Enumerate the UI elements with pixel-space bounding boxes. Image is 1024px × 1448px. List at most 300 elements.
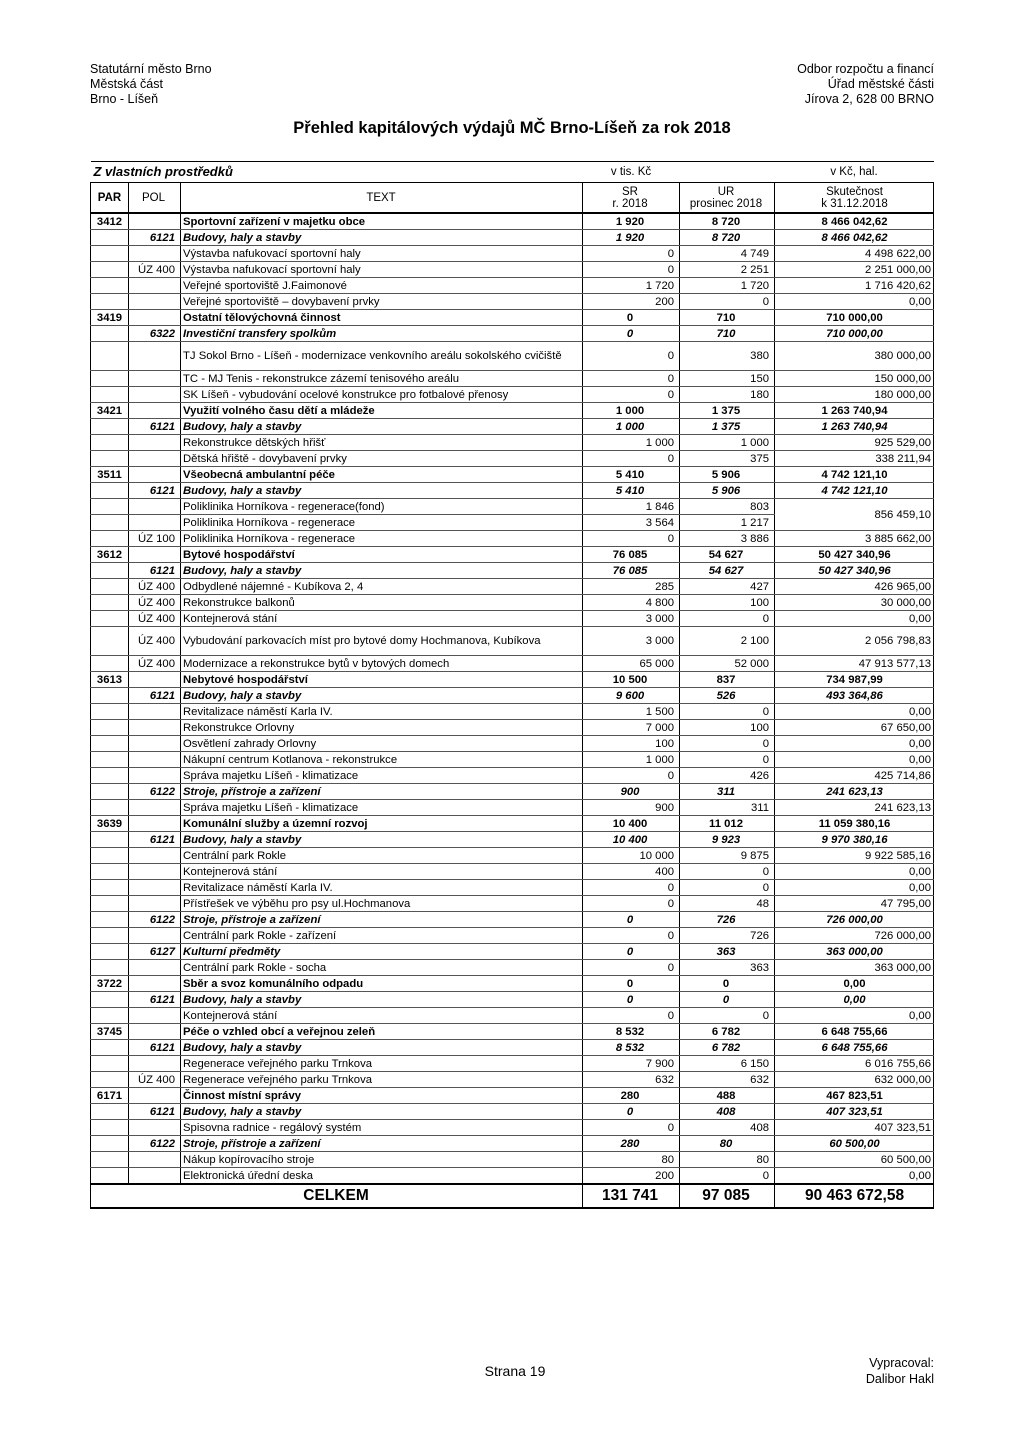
- row-pol: [129, 816, 181, 832]
- row-par: [91, 1008, 129, 1024]
- row-par: [91, 326, 129, 342]
- row-actual: 180 000,00: [775, 387, 934, 403]
- table-row: [91, 768, 934, 784]
- table-row: [91, 848, 934, 864]
- row-text: Všeobecná ambulantní péče: [181, 467, 583, 483]
- row-sr: 280: [583, 1088, 680, 1104]
- row-ur: 8 720: [680, 230, 775, 246]
- row-sr: 3 000: [583, 627, 680, 656]
- row-pol: 6127: [129, 944, 181, 960]
- table-row-paragraph: [91, 213, 934, 230]
- row-actual: 8 466 042,62: [775, 230, 934, 246]
- row-ur: 0: [680, 864, 775, 880]
- row-actual: 4 498 622,00: [775, 246, 934, 262]
- table-row: [91, 435, 934, 451]
- row-actual: 426 965,00: [775, 579, 934, 595]
- row-ur: 54 627: [680, 563, 775, 579]
- table-row: [91, 611, 934, 627]
- row-pol: 6322: [129, 326, 181, 342]
- row-text: Správa majetku Líšeň - klimatizace: [181, 768, 583, 784]
- row-text: SK Líšeň - vybudování ocelové konstrukce pro fotbalové přenosy: [181, 387, 583, 403]
- row-par: [91, 371, 129, 387]
- row-ur: 803: [680, 499, 775, 515]
- header-right: [734, 62, 934, 107]
- table-row: [91, 960, 934, 976]
- table-row: [91, 499, 934, 515]
- table-row: [91, 371, 934, 387]
- row-sr: 3 000: [583, 611, 680, 627]
- row-actual: 380 000,00: [775, 342, 934, 371]
- row-par: 3613: [91, 672, 129, 688]
- row-ur: 408: [680, 1104, 775, 1120]
- row-text: Veřejné sportoviště J.Faimonové: [181, 278, 583, 294]
- table-row-item: [91, 1040, 934, 1056]
- row-pol: [129, 1120, 181, 1136]
- row-actual: 50 427 340,96: [775, 563, 934, 579]
- row-ur: 710: [680, 310, 775, 326]
- col-par: PAR: [91, 183, 129, 214]
- row-ur: 837: [680, 672, 775, 688]
- row-ur: 6 150: [680, 1056, 775, 1072]
- row-ur: 0: [680, 880, 775, 896]
- row-text: Budovy, haly a stavby: [181, 992, 583, 1008]
- row-pol: 6121: [129, 483, 181, 499]
- row-text: Investiční transfery spolkům: [181, 326, 583, 342]
- row-text: Revitalizace náměstí Karla IV.: [181, 704, 583, 720]
- table-row: [91, 246, 934, 262]
- row-ur: 1 375: [680, 403, 775, 419]
- row-actual: 0,00: [775, 1168, 934, 1185]
- row-sr: 1 000: [583, 752, 680, 768]
- row-ur: 100: [680, 720, 775, 736]
- table-row: [91, 928, 934, 944]
- row-pol: 6121: [129, 688, 181, 704]
- row-actual: 0,00: [775, 992, 934, 1008]
- row-text: Budovy, haly a stavby: [181, 832, 583, 848]
- row-text: Stroje, přístroje a zařízení: [181, 912, 583, 928]
- row-par: [91, 262, 129, 278]
- row-sr: 0: [583, 976, 680, 992]
- row-text: Regenerace veřejného parku Trnkova: [181, 1056, 583, 1072]
- row-ur: 80: [680, 1152, 775, 1168]
- prepared-name: Dalibor Hakl: [865, 1372, 934, 1386]
- row-text: Poliklinika Horníkova - regenerace: [181, 515, 583, 531]
- header-left: [90, 62, 212, 107]
- page-title: Přehled kapitálových výdajů MČ Brno-Líšeň za rok 2018: [293, 119, 731, 137]
- row-ur: 80: [680, 1136, 775, 1152]
- total-sr: 131 741: [583, 1184, 680, 1208]
- row-pol: [129, 547, 181, 563]
- row-sr: 0: [583, 1008, 680, 1024]
- row-actual: 150 000,00: [775, 371, 934, 387]
- row-pol: [129, 752, 181, 768]
- table-row: [91, 1120, 934, 1136]
- row-pol: [129, 278, 181, 294]
- row-text: Správa majetku Líšeň - klimatizace: [181, 800, 583, 816]
- row-text: Rekonstrukce dětských hřišť: [181, 435, 583, 451]
- row-ur: 8 720: [680, 213, 775, 230]
- row-pol: ÚZ 400: [129, 656, 181, 672]
- row-sr: 4 800: [583, 595, 680, 611]
- row-sr: 10 400: [583, 816, 680, 832]
- table-row: [91, 387, 934, 403]
- table-row-paragraph: [91, 467, 934, 483]
- row-actual: 363 000,00: [775, 944, 934, 960]
- row-sr: 80: [583, 1152, 680, 1168]
- row-ur: 2 100: [680, 627, 775, 656]
- row-par: [91, 579, 129, 595]
- section-header-row: [91, 162, 934, 183]
- col-sr-line: SR: [622, 185, 638, 198]
- row-text: Centrální park Rokle - zařízení: [181, 928, 583, 944]
- row-sr: 200: [583, 294, 680, 310]
- row-actual: 67 650,00: [775, 720, 934, 736]
- row-pol: ÚZ 100: [129, 531, 181, 547]
- row-par: 3745: [91, 1024, 129, 1040]
- row-actual: 47 795,00: [775, 896, 934, 912]
- row-sr: 0: [583, 310, 680, 326]
- row-pol: [129, 736, 181, 752]
- table-row: [91, 880, 934, 896]
- row-ur: 9 875: [680, 848, 775, 864]
- row-actual: 9 922 585,16: [775, 848, 934, 864]
- row-sr: 5 410: [583, 483, 680, 499]
- row-par: [91, 499, 129, 515]
- row-ur: 1 720: [680, 278, 775, 294]
- row-sr: 0: [583, 531, 680, 547]
- row-text: Péče o vzhled obcí a veřejnou zeleň: [181, 1024, 583, 1040]
- row-actual: 2 251 000,00: [775, 262, 934, 278]
- row-ur: 5 906: [680, 467, 775, 483]
- row-sr: 0: [583, 326, 680, 342]
- row-text: Výstavba nafukovací sportovní haly: [181, 246, 583, 262]
- row-sr: 76 085: [583, 547, 680, 563]
- row-text: Nebytové hospodářství: [181, 672, 583, 688]
- row-actual: 363 000,00: [775, 960, 934, 976]
- col-pol: POL: [129, 183, 181, 214]
- row-ur: 726: [680, 912, 775, 928]
- row-actual: 493 364,86: [775, 688, 934, 704]
- row-ur: 0: [680, 294, 775, 310]
- row-par: [91, 563, 129, 579]
- row-sr: 900: [583, 784, 680, 800]
- row-pol: [129, 310, 181, 326]
- row-sr: 200: [583, 1168, 680, 1185]
- table-row: [91, 1072, 934, 1088]
- row-pol: 6121: [129, 419, 181, 435]
- row-sr: 0: [583, 262, 680, 278]
- row-pol: [129, 294, 181, 310]
- row-par: [91, 246, 129, 262]
- row-par: [91, 294, 129, 310]
- row-par: [91, 688, 129, 704]
- row-text: Budovy, haly a stavby: [181, 1040, 583, 1056]
- row-sr: 7 000: [583, 720, 680, 736]
- row-par: 3421: [91, 403, 129, 419]
- row-text: Budovy, haly a stavby: [181, 563, 583, 579]
- table-row: [91, 342, 934, 371]
- row-text: Nákupní centrum Kotlanova - rekonstrukce: [181, 752, 583, 768]
- row-text: Elektronická úřední deska: [181, 1168, 583, 1185]
- row-text: Poliklinika Horníkova - regenerace: [181, 531, 583, 547]
- row-actual: 726 000,00: [775, 912, 934, 928]
- table-row-paragraph: [91, 310, 934, 326]
- row-pol: [129, 435, 181, 451]
- row-par: 3612: [91, 547, 129, 563]
- row-pol: [129, 880, 181, 896]
- row-par: [91, 1152, 129, 1168]
- row-text: Veřejné sportoviště – dovybavení prvky: [181, 294, 583, 310]
- row-text: Spisovna radnice - regálový systém: [181, 1120, 583, 1136]
- row-actual: 2 056 798,83: [775, 627, 934, 656]
- row-par: 3722: [91, 976, 129, 992]
- row-par: [91, 848, 129, 864]
- row-text: TC - MJ Tenis - rekonstrukce zázemí tenisového areálu: [181, 371, 583, 387]
- row-ur: 375: [680, 451, 775, 467]
- row-par: [91, 656, 129, 672]
- expenditure-table: [90, 161, 934, 1209]
- row-actual: 407 323,51: [775, 1104, 934, 1120]
- row-par: [91, 278, 129, 294]
- col-sr: [583, 183, 680, 214]
- table-row: [91, 752, 934, 768]
- table-row-paragraph: [91, 547, 934, 563]
- row-text: Budovy, haly a stavby: [181, 483, 583, 499]
- row-par: [91, 435, 129, 451]
- table-row-paragraph: [91, 672, 934, 688]
- col-actual-line: Skutečnost: [826, 185, 883, 198]
- row-text: Sportovní zařízení v majetku obce: [181, 213, 583, 230]
- col-ur-line: prosinec 2018: [689, 197, 763, 210]
- row-text: Kontejnerová stání: [181, 1008, 583, 1024]
- table-row: [91, 1152, 934, 1168]
- row-text: Kulturní předměty: [181, 944, 583, 960]
- row-sr: 0: [583, 880, 680, 896]
- row-pol: ÚZ 400: [129, 1072, 181, 1088]
- row-pol: [129, 1008, 181, 1024]
- row-ur: 526: [680, 688, 775, 704]
- row-actual: 632 000,00: [775, 1072, 934, 1088]
- row-text: Modernizace a rekonstrukce bytů v bytových domech: [181, 656, 583, 672]
- row-pol: [129, 960, 181, 976]
- row-par: [91, 611, 129, 627]
- row-text: Ostatní tělovýchovná činnost: [181, 310, 583, 326]
- row-pol: [129, 403, 181, 419]
- row-ur: 710: [680, 326, 775, 342]
- row-ur: 180: [680, 387, 775, 403]
- row-ur: 0: [680, 752, 775, 768]
- table-row-item: [91, 483, 934, 499]
- row-ur: 52 000: [680, 656, 775, 672]
- row-sr: 10 000: [583, 848, 680, 864]
- row-par: 3412: [91, 213, 129, 230]
- row-sr: 0: [583, 1120, 680, 1136]
- row-text: Přístřešek ve výběhu pro psy ul.Hochmanova: [181, 896, 583, 912]
- row-pol: 6122: [129, 1136, 181, 1152]
- row-actual: 6 648 755,66: [775, 1024, 934, 1040]
- row-actual: 30 000,00: [775, 595, 934, 611]
- row-actual: 726 000,00: [775, 928, 934, 944]
- table-row: [91, 720, 934, 736]
- row-actual: 0,00: [775, 752, 934, 768]
- row-par: [91, 342, 129, 371]
- row-pol: 6121: [129, 832, 181, 848]
- row-text: Nákup kopírovacího stroje: [181, 1152, 583, 1168]
- row-pol: ÚZ 400: [129, 579, 181, 595]
- table-row-item: [91, 230, 934, 246]
- row-ur: 408: [680, 1120, 775, 1136]
- units-exact: v Kč, hal.: [775, 162, 934, 183]
- row-sr: 0: [583, 944, 680, 960]
- row-pol: 6121: [129, 1040, 181, 1056]
- row-sr: 1 920: [583, 230, 680, 246]
- row-pol: [129, 928, 181, 944]
- row-par: [91, 387, 129, 403]
- row-pol: [129, 1024, 181, 1040]
- row-pol: [129, 672, 181, 688]
- row-ur: 48: [680, 896, 775, 912]
- row-ur: 0: [680, 736, 775, 752]
- row-sr: 65 000: [583, 656, 680, 672]
- row-par: [91, 720, 129, 736]
- table-row: [91, 864, 934, 880]
- total-ur: 97 085: [680, 1184, 775, 1208]
- header-left-line: Městská část: [90, 77, 163, 91]
- row-sr: 100: [583, 736, 680, 752]
- row-pol: [129, 246, 181, 262]
- row-ur: 0: [680, 976, 775, 992]
- col-ur-line: UR: [717, 185, 735, 198]
- row-pol: [129, 1088, 181, 1104]
- prepared-label: Vypracoval:: [869, 1356, 934, 1370]
- row-par: [91, 531, 129, 547]
- table-row: [91, 531, 934, 547]
- row-ur: 4 749: [680, 246, 775, 262]
- row-pol: [129, 467, 181, 483]
- table-row: [91, 704, 934, 720]
- row-ur: 363: [680, 960, 775, 976]
- row-actual: 241 623,13: [775, 784, 934, 800]
- row-actual: 425 714,86: [775, 768, 934, 784]
- row-actual: 9 970 380,16: [775, 832, 934, 848]
- row-sr: 1 846: [583, 499, 680, 515]
- row-ur: 726: [680, 928, 775, 944]
- row-text: Budovy, haly a stavby: [181, 230, 583, 246]
- row-actual: 407 323,51: [775, 1120, 934, 1136]
- row-actual: 1 263 740,94: [775, 403, 934, 419]
- row-par: [91, 832, 129, 848]
- row-actual: 1 716 420,62: [775, 278, 934, 294]
- row-ur: 311: [680, 800, 775, 816]
- row-ur: 311: [680, 784, 775, 800]
- row-pol: 6121: [129, 1104, 181, 1120]
- table-row-item: [91, 832, 934, 848]
- row-pol: [129, 342, 181, 371]
- row-sr: 0: [583, 768, 680, 784]
- row-sr: 1 000: [583, 403, 680, 419]
- table-row-item: [91, 992, 934, 1008]
- row-par: [91, 960, 129, 976]
- table-row: [91, 1056, 934, 1072]
- row-par: [91, 451, 129, 467]
- table-row: [91, 451, 934, 467]
- row-text: Bytové hospodářství: [181, 547, 583, 563]
- row-sr: 0: [583, 246, 680, 262]
- row-actual: 467 823,51: [775, 1088, 934, 1104]
- row-sr: 0: [583, 960, 680, 976]
- row-actual: 0,00: [775, 294, 934, 310]
- table-row: [91, 896, 934, 912]
- total-row: [91, 1184, 934, 1208]
- row-sr: 400: [583, 864, 680, 880]
- row-pol: ÚZ 400: [129, 611, 181, 627]
- row-pol: ÚZ 400: [129, 627, 181, 656]
- row-text: Komunální služby a územní rozvoj: [181, 816, 583, 832]
- row-par: [91, 483, 129, 499]
- row-sr: 0: [583, 992, 680, 1008]
- table-row-paragraph: [91, 816, 934, 832]
- row-sr: 9 600: [583, 688, 680, 704]
- row-ur: 632: [680, 1072, 775, 1088]
- row-sr: 0: [583, 371, 680, 387]
- row-actual: 710 000,00: [775, 326, 934, 342]
- row-pol: [129, 387, 181, 403]
- table-row: [91, 278, 934, 294]
- row-par: [91, 992, 129, 1008]
- row-sr: 0: [583, 1104, 680, 1120]
- row-ur: 0: [680, 992, 775, 1008]
- row-par: [91, 944, 129, 960]
- row-actual: 734 987,99: [775, 672, 934, 688]
- table-row-paragraph: [91, 1024, 934, 1040]
- table-row: [91, 736, 934, 752]
- row-actual: 0,00: [775, 611, 934, 627]
- table-row-item: [91, 784, 934, 800]
- row-pol: [129, 499, 181, 515]
- row-text: Poliklinika Horníkova - regenerace(fond): [181, 499, 583, 515]
- row-pol: 6121: [129, 230, 181, 246]
- units-spacer: [680, 162, 775, 183]
- row-actual: 0,00: [775, 880, 934, 896]
- row-par: [91, 1168, 129, 1185]
- row-ur: 100: [680, 595, 775, 611]
- row-pol: ÚZ 400: [129, 595, 181, 611]
- header-right-line: Odbor rozpočtu a financí: [797, 62, 934, 76]
- row-text: Činnost místní správy: [181, 1088, 583, 1104]
- row-par: 3419: [91, 310, 129, 326]
- row-sr: 285: [583, 579, 680, 595]
- row-sr: 280: [583, 1136, 680, 1152]
- row-text: Stroje, přístroje a zařízení: [181, 784, 583, 800]
- row-par: [91, 912, 129, 928]
- row-sr: 0: [583, 912, 680, 928]
- row-pol: [129, 848, 181, 864]
- row-sr: 0: [583, 928, 680, 944]
- row-sr: 76 085: [583, 563, 680, 579]
- row-ur: 380: [680, 342, 775, 371]
- row-sr: 5 410: [583, 467, 680, 483]
- row-text: Regenerace veřejného parku Trnkova: [181, 1072, 583, 1088]
- row-ur: 0: [680, 704, 775, 720]
- row-text: TJ Sokol Brno - Líšeň - modernizace venkovního areálu sokolského cvičiště: [181, 342, 583, 371]
- row-text: Rekonstrukce balkonů: [181, 595, 583, 611]
- col-sr-line: r. 2018: [612, 197, 648, 210]
- row-actual: 3 885 662,00: [775, 531, 934, 547]
- row-text: Revitalizace náměstí Karla IV.: [181, 880, 583, 896]
- row-ur: 3 886: [680, 531, 775, 547]
- row-ur: 427: [680, 579, 775, 595]
- table-row-item: [91, 1136, 934, 1152]
